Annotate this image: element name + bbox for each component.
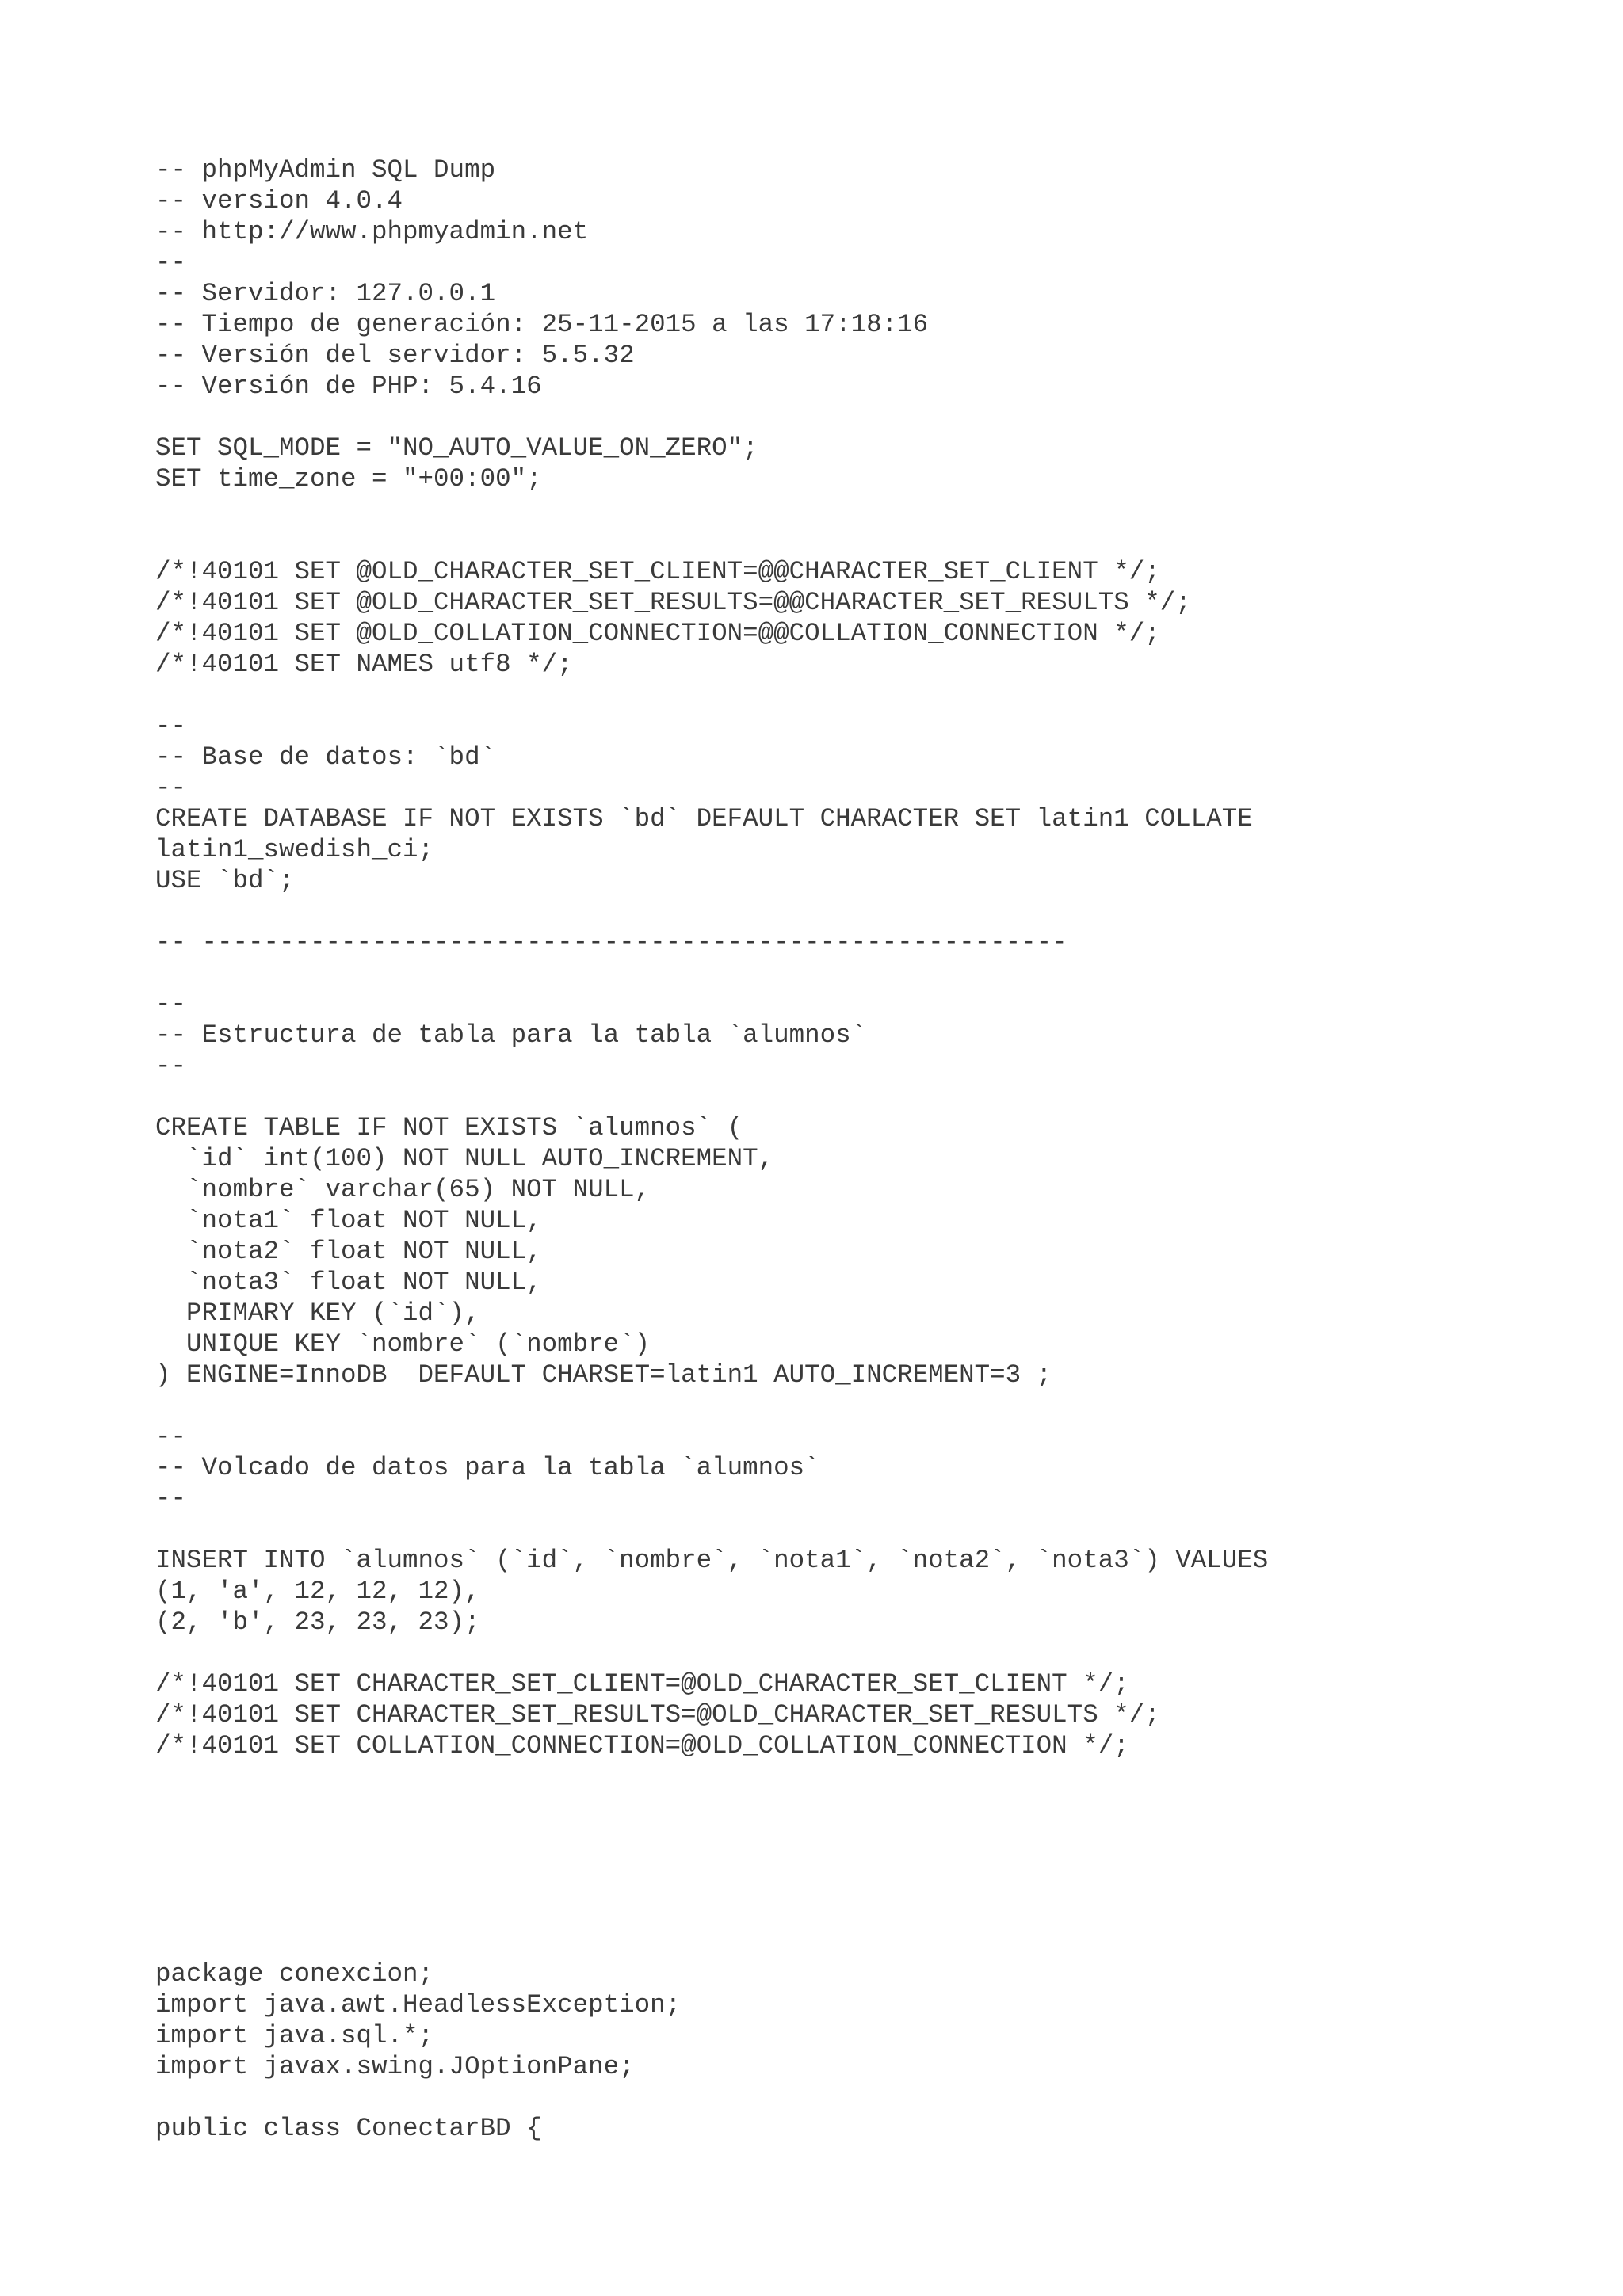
code-line: [155, 1514, 1268, 1545]
code-line: public class ConectarBD {: [155, 2114, 542, 2143]
code-line: latin1_swedish_ci;: [155, 835, 434, 864]
code-line: /*!40101 SET CHARACTER_SET_RESULTS=@OLD_CHARACTER_SET_RESULTS */;: [155, 1700, 1160, 1730]
code-line: -- Volcado de datos para la tabla `alumnos`: [155, 1453, 820, 1482]
code-line: -- phpMyAdmin SQL Dump: [155, 155, 496, 185]
code-line: [155, 2082, 681, 2113]
code-line: ) ENGINE=InnoDB DEFAULT CHARSET=latin1 AUTO_INCREMENT=3 ;: [155, 1360, 1052, 1390]
code-line: [155, 525, 1268, 556]
code-line: /*!40101 SET NAMES utf8 */;: [155, 650, 573, 679]
code-line: --: [155, 248, 187, 277]
code-line: -- version 4.0.4: [155, 186, 403, 215]
code-line: [155, 896, 1268, 927]
code-line: /*!40101 SET @OLD_CHARACTER_SET_CLIENT=@@CHARACTER_SET_CLIENT */;: [155, 557, 1160, 586]
sql-dump-code: [155, 154, 1268, 1761]
code-line: -- Estructura de tabla para la tabla `alumnos`: [155, 1020, 867, 1050]
code-line: -- Base de datos: `bd`: [155, 742, 496, 772]
code-line: `nota1` float NOT NULL,: [155, 1206, 542, 1235]
code-line: import java.sql.*;: [155, 2021, 434, 2050]
code-line: CREATE TABLE IF NOT EXISTS `alumnos` (: [155, 1113, 743, 1142]
code-line: (2, 'b', 23, 23, 23);: [155, 1608, 480, 1637]
code-line: [155, 1390, 1268, 1421]
code-line: UNIQUE KEY `nombre` (`nombre`): [155, 1329, 651, 1359]
code-line: --: [155, 1484, 187, 1513]
code-line: --: [155, 711, 187, 741]
code-line: [155, 402, 1268, 433]
code-line: [155, 680, 1268, 711]
code-line: -- --------------------------------------------------------: [155, 928, 1067, 957]
code-line: USE `bd`;: [155, 866, 295, 895]
code-line: import javax.swing.JOptionPane;: [155, 2052, 635, 2081]
code-line: --: [155, 1051, 187, 1081]
code-line: `nombre` varchar(65) NOT NULL,: [155, 1175, 651, 1204]
code-line: [155, 1638, 1268, 1669]
code-line: PRIMARY KEY (`id`),: [155, 1299, 480, 1328]
code-line: /*!40101 SET CHARACTER_SET_CLIENT=@OLD_CHARACTER_SET_CLIENT */;: [155, 1669, 1129, 1699]
code-line: -- http://www.phpmyadmin.net: [155, 217, 589, 246]
code-line: -- Versión de PHP: 5.4.16: [155, 372, 542, 401]
code-line: INSERT INTO `alumnos` (`id`, `nombre`, `nota1`, `nota2`, `nota3`) VALUES: [155, 1546, 1269, 1575]
code-line: SET time_zone = "+00:00";: [155, 464, 542, 494]
code-line: /*!40101 SET @OLD_COLLATION_CONNECTION=@@COLLATION_CONNECTION */;: [155, 619, 1160, 648]
code-line: package conexcion;: [155, 1959, 434, 1989]
code-line: /*!40101 SET @OLD_CHARACTER_SET_RESULTS=@@CHARACTER_SET_RESULTS */;: [155, 588, 1191, 617]
code-line: [155, 958, 1268, 989]
code-line: --: [155, 773, 187, 803]
code-line: -- Servidor: 127.0.0.1: [155, 279, 496, 308]
code-line: --: [155, 1422, 187, 1451]
code-line: (1, 'a', 12, 12, 12),: [155, 1577, 480, 1606]
code-line: `nota2` float NOT NULL,: [155, 1237, 542, 1266]
java-code: [155, 1958, 681, 2144]
code-line: [155, 1081, 1268, 1112]
code-line: -- Tiempo de generación: 25-11-2015 a las 17:18:16: [155, 310, 929, 339]
code-line: [155, 494, 1268, 525]
code-line: import java.awt.HeadlessException;: [155, 1990, 682, 2019]
code-line: CREATE DATABASE IF NOT EXISTS `bd` DEFAULT CHARACTER SET latin1 COLLATE: [155, 804, 1253, 833]
code-line: /*!40101 SET COLLATION_CONNECTION=@OLD_COLLATION_CONNECTION */;: [155, 1731, 1129, 1760]
code-line: -- Versión del servidor: 5.5.32: [155, 341, 635, 370]
code-line: `id` int(100) NOT NULL AUTO_INCREMENT,: [155, 1144, 774, 1173]
code-line: `nota3` float NOT NULL,: [155, 1268, 542, 1297]
code-line: SET SQL_MODE = "NO_AUTO_VALUE_ON_ZERO";: [155, 433, 758, 463]
code-line: --: [155, 990, 187, 1019]
